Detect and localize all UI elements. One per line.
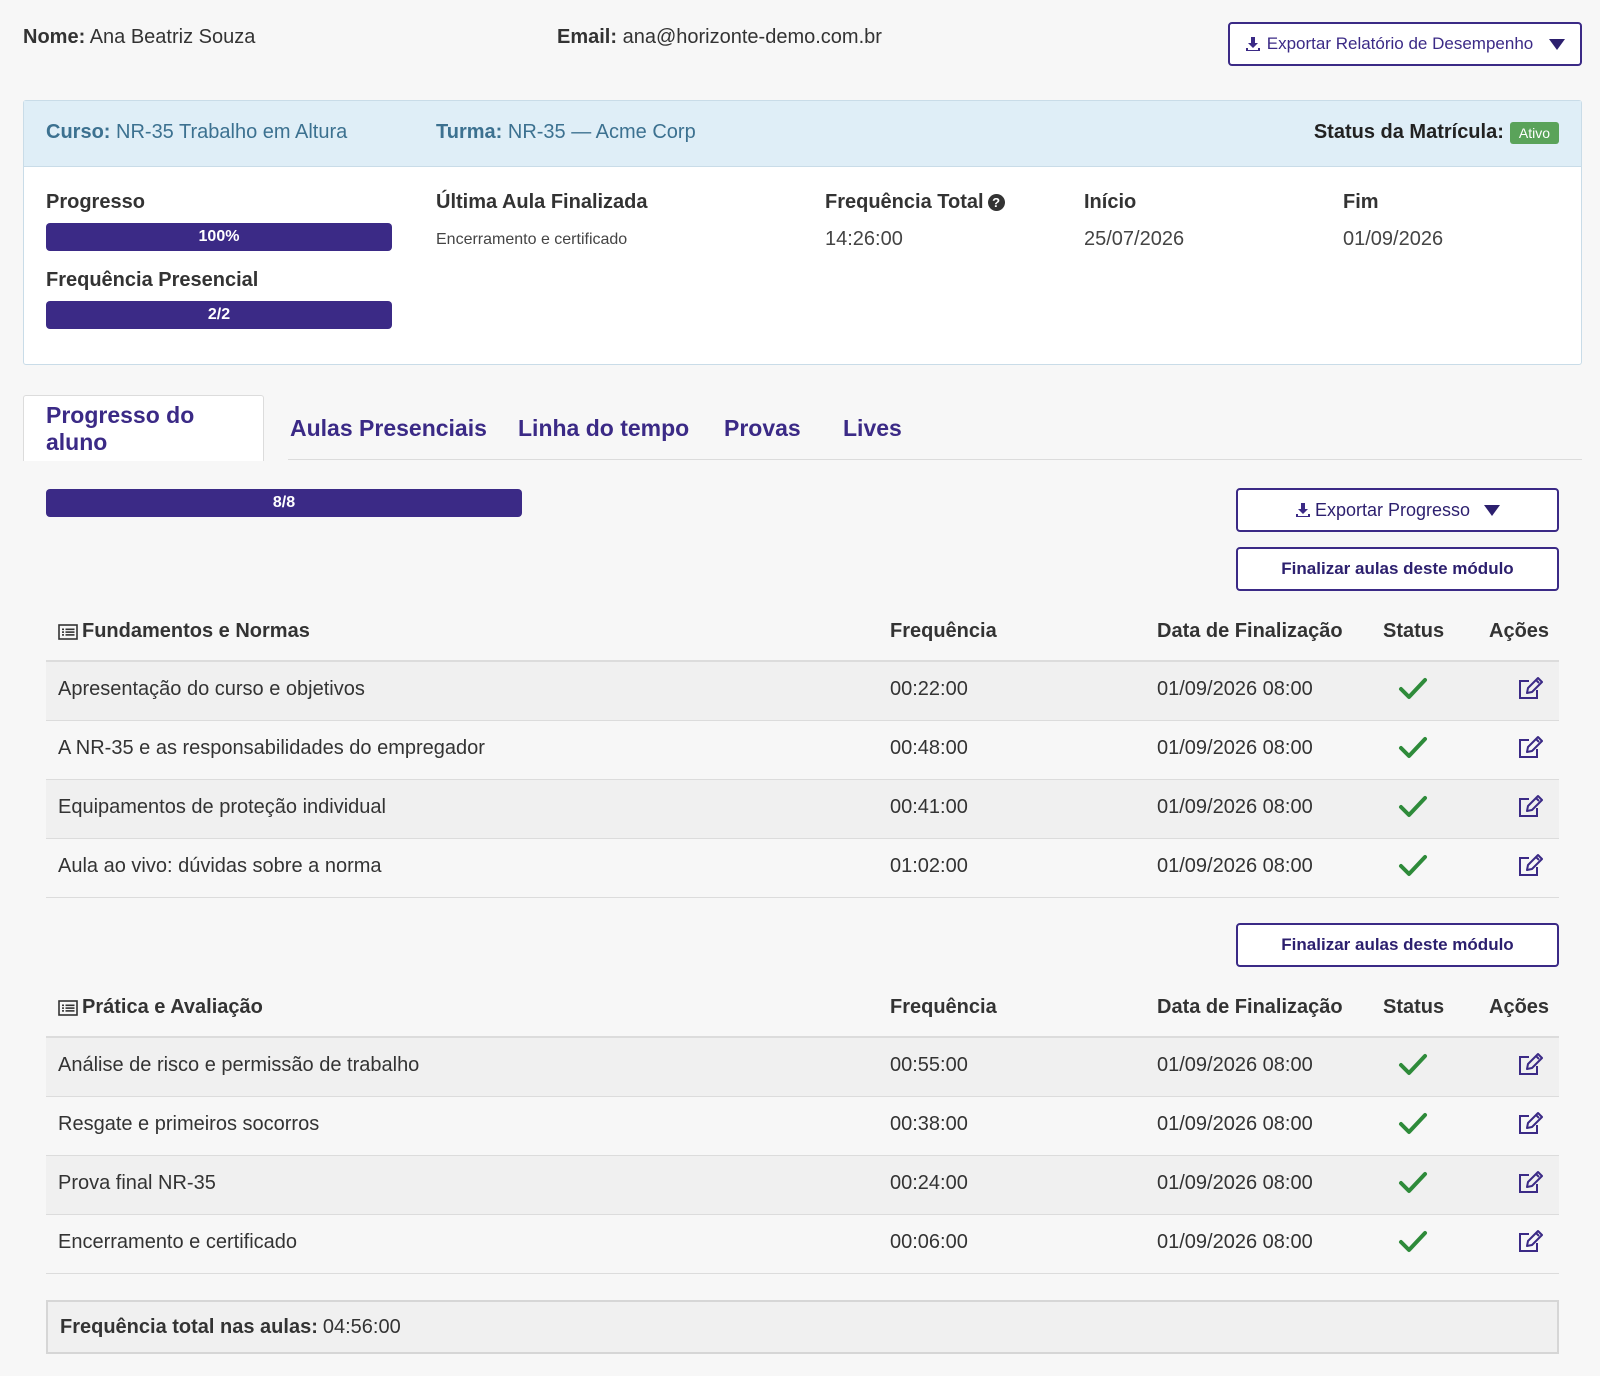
class-label: Turma: (436, 121, 503, 143)
lesson-completion-date: 01/09/2026 08:00 (1157, 1172, 1313, 1194)
tab-provas[interactable]: Provas (724, 414, 801, 441)
question-circle-icon[interactable]: ? (988, 194, 1005, 211)
student-name-value: Ana Beatriz Souza (89, 26, 256, 48)
progress-bar: 100% (46, 223, 392, 251)
lesson-frequency: 00:24:00 (890, 1172, 968, 1194)
download-icon (1295, 502, 1311, 518)
lesson-completion-date: 01/09/2026 08:00 (1157, 737, 1313, 759)
status-badge: Ativo (1510, 122, 1559, 144)
lesson-name: Encerramento e certificado (58, 1231, 298, 1253)
end-value: 01/09/2026 (1343, 228, 1444, 250)
lesson-name: A NR-35 e as responsabilidades do empregador (58, 737, 485, 759)
lesson-name: Resgate e primeiros socorros (58, 1113, 320, 1135)
export-report-button[interactable] (1228, 22, 1582, 66)
lesson-frequency: 00:38:00 (890, 1113, 968, 1135)
edit-icon[interactable] (1517, 853, 1543, 885)
check-icon (1398, 676, 1428, 708)
student-email-label: Email: (557, 26, 618, 48)
table-row (46, 662, 1559, 721)
export-progress-label: Exportar Progresso (1314, 499, 1471, 520)
student-name-label: Nome: (23, 26, 86, 48)
lesson-completion-date: 01/09/2026 08:00 (1157, 678, 1313, 700)
lesson-completion-date: 01/09/2026 08:00 (1157, 1054, 1313, 1076)
lesson-frequency: 00:55:00 (890, 1054, 968, 1076)
list-icon (58, 624, 78, 640)
end-label: Fim (1343, 191, 1379, 213)
download-icon (1245, 36, 1261, 52)
student-header (0, 0, 1600, 80)
table-row (46, 1097, 1559, 1156)
column-header-date: Data de Finalização (1157, 620, 1343, 642)
course-label: Curso: (46, 121, 111, 143)
tab-aulas-presenciais[interactable]: Aulas Presenciais (290, 414, 487, 441)
finalize-module-button[interactable]: Finalizar aulas deste módulo (1236, 923, 1559, 967)
tab-progresso-aluno[interactable]: Progresso do aluno (23, 395, 264, 461)
lesson-completion-date: 01/09/2026 08:00 (1157, 1231, 1313, 1253)
lesson-frequency: 00:41:00 (890, 796, 968, 818)
lesson-completion-date: 01/09/2026 08:00 (1157, 855, 1313, 877)
check-icon (1398, 794, 1428, 826)
module-title (58, 996, 263, 1019)
lesson-frequency: 00:48:00 (890, 737, 968, 759)
column-header-freq: Frequência (890, 620, 997, 642)
course-info-header (24, 101, 1581, 167)
column-header-status: Status (1383, 620, 1445, 642)
total-freq (825, 191, 1005, 214)
total-freq-value: 14:26:00 (825, 228, 903, 250)
class-name (436, 121, 696, 144)
edit-icon[interactable] (1517, 676, 1543, 708)
tab-bar (23, 395, 1582, 461)
lesson-frequency: 00:06:00 (890, 1231, 968, 1253)
column-header-status: Status (1383, 996, 1445, 1018)
lesson-name: Equipamentos de proteção individual (58, 796, 386, 818)
check-icon (1398, 1229, 1428, 1261)
column-header-actions: Ações (1489, 996, 1550, 1018)
total-frequency-value: 04:56:00 (322, 1315, 401, 1338)
progress-label: Progresso (46, 191, 145, 213)
check-icon (1398, 1111, 1428, 1143)
total-frequency-label: Frequência total nas aulas: (60, 1315, 318, 1338)
list-icon (58, 1000, 78, 1016)
presencial-label: Frequência Presencial (46, 269, 259, 291)
start-value: 25/07/2026 (1084, 228, 1185, 250)
module-title (58, 620, 310, 643)
check-icon (1398, 853, 1428, 885)
column-header-actions: Ações (1489, 620, 1550, 642)
lesson-name: Análise de risco e permissão de trabalho (58, 1054, 420, 1076)
chevron-down-icon (1549, 39, 1565, 50)
last-class-label: Última Aula Finalizada (436, 191, 648, 213)
presencial-bar: 2/2 (46, 301, 392, 329)
lesson-frequency: 00:22:00 (890, 678, 968, 700)
column-header-freq: Frequência (890, 996, 997, 1018)
lesson-completion-date: 01/09/2026 08:00 (1157, 1113, 1313, 1135)
table-row (46, 839, 1559, 898)
table-row (46, 780, 1559, 839)
lesson-completion-date: 01/09/2026 08:00 (1157, 796, 1313, 818)
lesson-name: Aula ao vivo: dúvidas sobre a norma (58, 855, 382, 877)
table-row (46, 1038, 1559, 1097)
module-header (46, 978, 1559, 1038)
start-label: Início (1084, 191, 1137, 213)
tab-linha-do-tempo[interactable]: Linha do tempo (518, 414, 690, 441)
finalize-module-button[interactable]: Finalizar aulas deste módulo (1236, 547, 1559, 591)
edit-icon[interactable] (1517, 794, 1543, 826)
edit-icon[interactable] (1517, 1052, 1543, 1084)
student-name (23, 26, 255, 49)
class-value: NR-35 — Acme Corp (507, 121, 696, 143)
module-table (46, 602, 1559, 898)
lesson-name: Prova final NR-35 (58, 1172, 216, 1194)
progress-panel (23, 460, 1582, 1376)
table-row (46, 1156, 1559, 1215)
module-table (46, 978, 1559, 1274)
module-header (46, 602, 1559, 662)
edit-icon[interactable] (1517, 1111, 1543, 1143)
course-info-card (23, 100, 1582, 365)
edit-icon[interactable] (1517, 1170, 1543, 1202)
table-row (46, 721, 1559, 780)
module-title-label: Fundamentos e Normas (82, 620, 310, 642)
enrollment-status-label: Status da Matrícula: (1313, 121, 1504, 143)
lesson-name: Apresentação do curso e objetivos (58, 678, 365, 700)
total-frequency-summary (46, 1300, 1559, 1354)
export-progress-button[interactable] (1236, 488, 1559, 532)
lesson-frequency: 01:02:00 (890, 855, 968, 877)
student-email (557, 26, 882, 49)
course-value: NR-35 Trabalho em Altura (116, 121, 348, 143)
check-icon (1398, 1170, 1428, 1202)
enrollment-status (1314, 121, 1559, 144)
edit-icon[interactable] (1517, 1229, 1543, 1261)
chevron-down-icon (1484, 505, 1500, 516)
module-progress-bar: 8/8 (46, 489, 522, 517)
check-icon (1398, 735, 1428, 767)
module-title-label: Prática e Avaliação (82, 996, 263, 1018)
edit-icon[interactable] (1517, 735, 1543, 767)
student-email-value: ana@horizonte-demo.com.br (622, 26, 882, 48)
export-report-label: Exportar Relatório de Desempenho (1266, 34, 1534, 53)
tab-lives[interactable]: Lives (843, 414, 902, 441)
column-header-date: Data de Finalização (1157, 996, 1343, 1018)
last-class-value: Encerramento e certificado (436, 231, 628, 248)
table-row (46, 1215, 1559, 1274)
check-icon (1398, 1052, 1428, 1084)
total-freq-label: Frequência Total (825, 191, 984, 213)
course-name (46, 121, 347, 144)
